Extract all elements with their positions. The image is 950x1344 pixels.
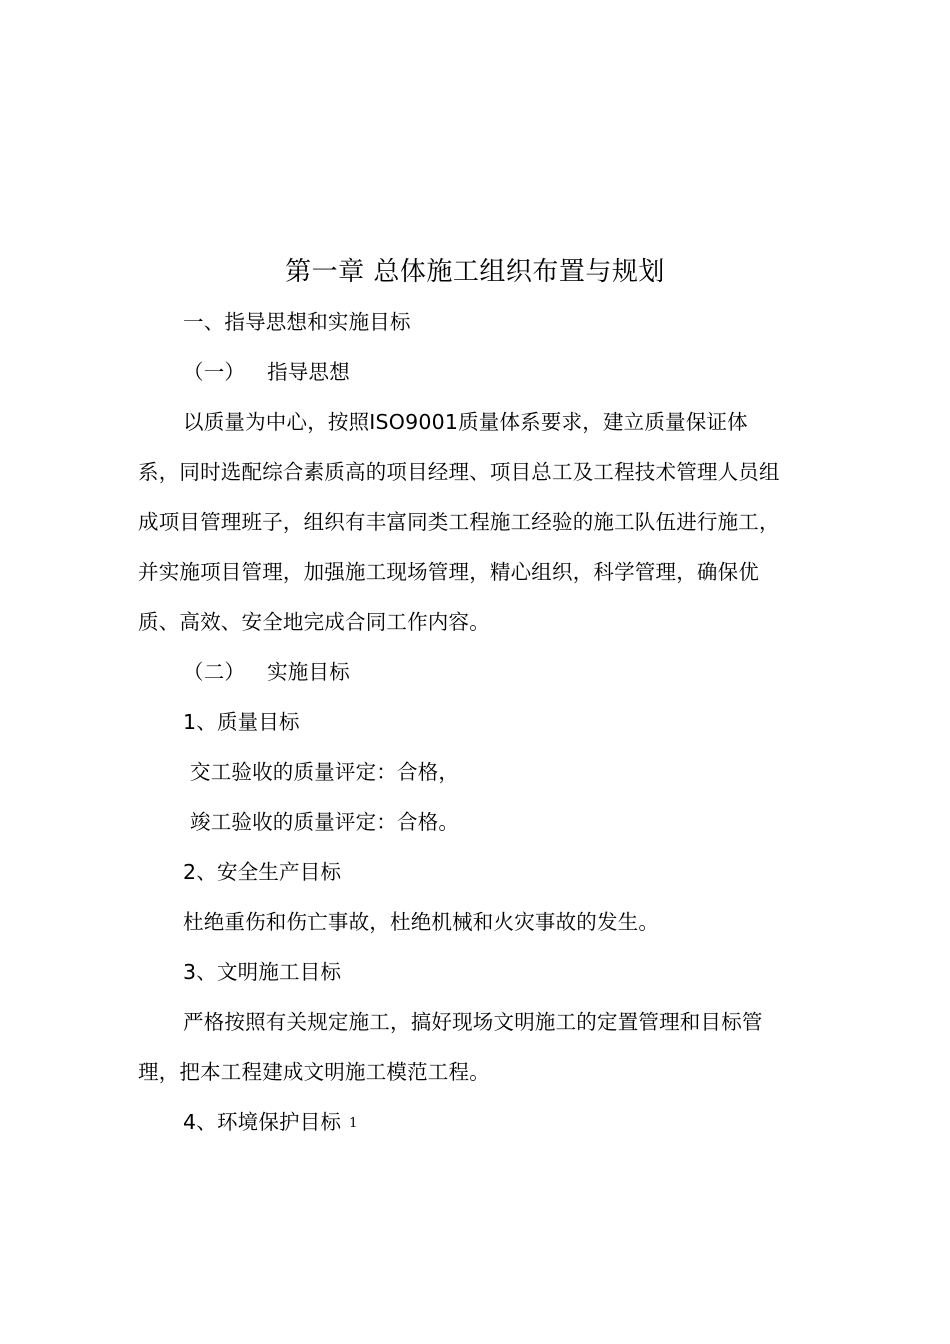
subsection-number: （二） [183,660,246,684]
safety-target-heading: 2、安全生产目标 [183,860,342,884]
paragraph-line: 系，同时选配综合素质高的项目经理、项目总工及工程技术管理人员组 [138,460,780,484]
paragraph-line: 严格按照有关规定施工，搞好现场文明施工的定置管理和目标管 [183,1010,763,1034]
environment-target-title: 4、环境保护目标 [183,1110,342,1134]
subsection-number: （一） [183,360,246,384]
section-heading: 一、指导思想和实施目标 [183,310,411,334]
quality-target-heading: 1、质量目标 [183,710,300,734]
paragraph-line: 并实施项目管理，加强施工现场管理，精心组织，科学管理，确保优 [138,560,759,584]
chapter-title: 第一章 总体施工组织布置与规划 [285,257,665,287]
subsection-title: 实施目标 [267,660,350,684]
subsection-title: 指导思想 [267,360,350,384]
quality-target-item: 竣工验收的质量评定：合格。 [190,810,460,834]
paragraph-line: 质、高效、安全地完成合同工作内容。 [138,610,490,634]
page-number: 1 [349,1116,358,1131]
paragraph-line: 以质量为中心，按照ISO9001质量体系要求，建立质量保证体 [183,410,748,434]
subsection-heading-targets [183,658,350,686]
quality-target-item: 交工验收的质量评定：合格， [190,760,460,784]
civilized-target-heading: 3、文明施工目标 [183,960,342,984]
subsection-heading-guiding [183,358,350,386]
paragraph-line: 成项目管理班子，组织有丰富同类工程施工经验的施工队伍进行施工， [138,510,780,534]
paragraph-line: 理，把本工程建成文明施工模范工程。 [138,1060,490,1084]
environment-target-heading [183,1108,358,1138]
safety-target-text: 杜绝重伤和伤亡事故，杜绝机械和火灾事故的发生。 [183,910,660,934]
